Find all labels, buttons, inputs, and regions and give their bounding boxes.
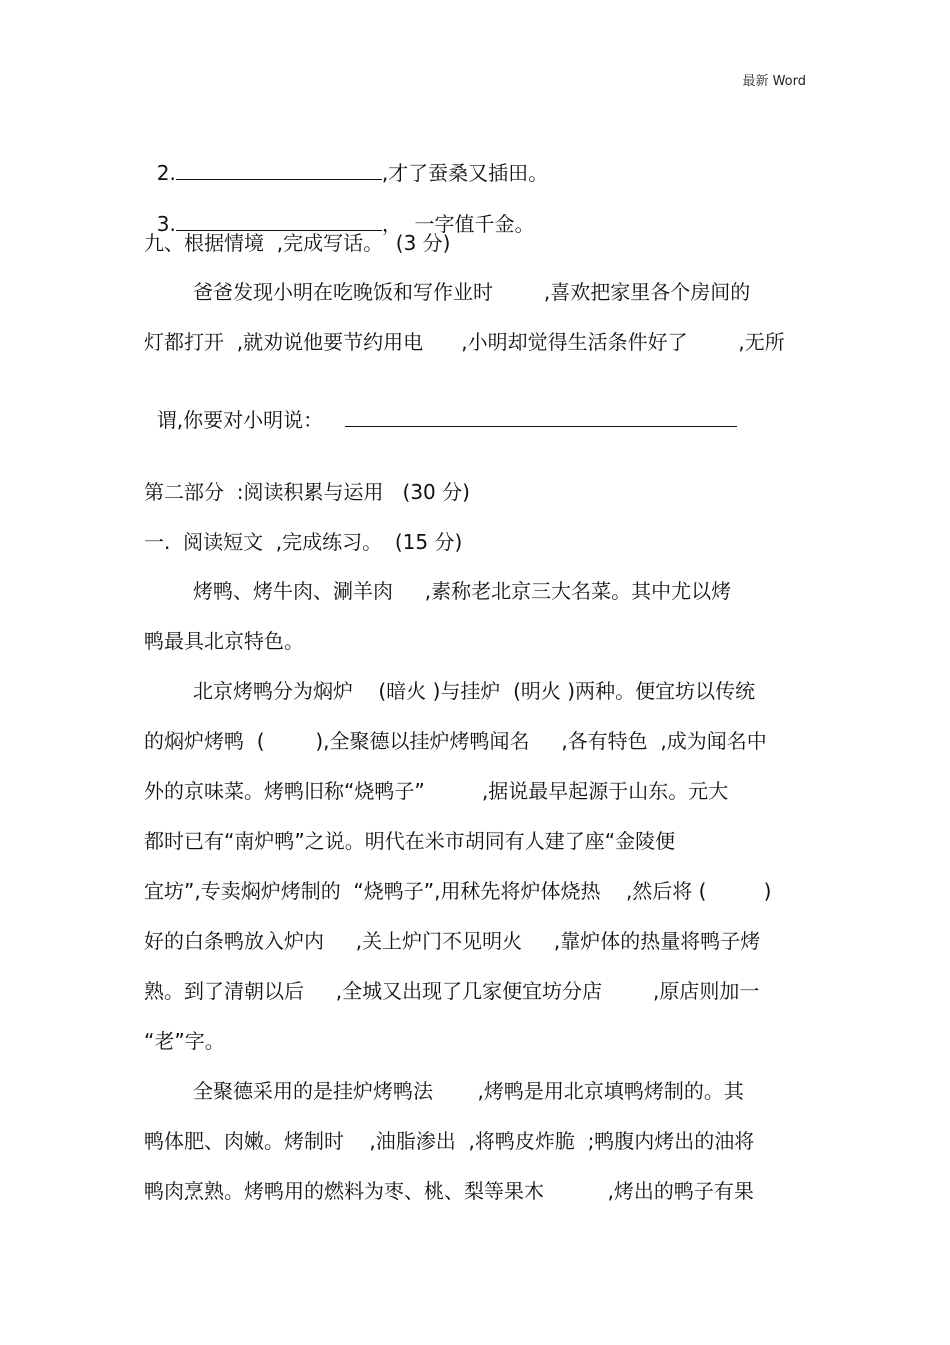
section-9-para-line: 爸爸发现小明在吃晚饭和写作业时 ,喜欢把家里各个房间的 bbox=[193, 280, 751, 304]
passage-line: “老”字。 bbox=[144, 1029, 225, 1053]
fill-line-number: 2. bbox=[156, 161, 176, 185]
header-label: 最新 Word bbox=[742, 74, 806, 89]
passage-line: 北京烤鸭分为焖炉 (暗火 )与挂炉 (明火 )两种。便宜坊以传统 bbox=[193, 679, 756, 703]
section-9-title: 九、根据情境 ,完成写话。 (3 分) bbox=[144, 231, 451, 255]
answer-blank[interactable] bbox=[176, 210, 382, 231]
prompt-text: 谓,你要对小明说： bbox=[156, 408, 324, 432]
part-2-title: 第二部分 :阅读积累与运用 (30 分) bbox=[144, 480, 470, 504]
passage-line: 好的白条鸭放入炉内 ,关上炉门不见明火 ,靠炉体的热量将鸭子烤 bbox=[144, 929, 761, 953]
passage-line: 都时已有“南炉鸭”之说。明代在米市胡同有人建了座“金陵便 bbox=[144, 829, 676, 853]
question-1-title: 一. 阅读短文 ,完成练习。 (15 分) bbox=[144, 530, 463, 554]
answer-blank[interactable] bbox=[345, 406, 737, 427]
passage-line: 全聚德采用的是挂炉烤鸭法 ,烤鸭是用北京填鸭烤制的。其 bbox=[193, 1079, 744, 1103]
passage-line: 宜坊”,专卖焖炉烤制的 “烧鸭子”,用秫先将炉体烧热 ,然后将 ( ) bbox=[144, 879, 772, 903]
section-9-para-line bbox=[144, 378, 737, 434]
passage-line: 外的京味菜。烤鸭旧称“烧鸭子” ,据说最早起源于山东。元大 bbox=[144, 779, 729, 803]
fill-line-number: 3. bbox=[156, 212, 176, 236]
passage-line: 鸭最具北京特色。 bbox=[144, 629, 304, 653]
answer-blank[interactable] bbox=[176, 159, 382, 180]
passage-line: 鸭体肥、肉嫩。烤制时 ,油脂渗出 ,将鸭皮炸脆 ;鸭腹内烤出的油将 bbox=[144, 1129, 755, 1153]
passage-line: 鸭肉烹熟。烤鸭用的燃料为枣、桃、梨等果木 ,烤出的鸭子有果 bbox=[144, 1179, 754, 1203]
section-9-para-line: 灯都打开 ,就劝说他要节约用电 ,小明却觉得生活条件好了 ,无所 bbox=[144, 330, 785, 354]
fill-line-2 bbox=[144, 131, 548, 187]
fill-line-suffix: ， 一字值千金。 bbox=[381, 212, 535, 236]
fill-line-suffix: ,才了蚕桑又插田。 bbox=[381, 161, 549, 185]
passage-line: 熟。到了清朝以后 ,全城又出现了几家便宜坊分店 ,原店则加一 bbox=[144, 979, 760, 1003]
passage-line: 烤鸭、烤牛肉、涮羊肉 ,素称老北京三大名菜。其中尤以烤 bbox=[193, 579, 732, 603]
passage-line: 的焖炉烤鸭 ( ),全聚德以挂炉烤鸭闻名 ,各有特色 ,成为闻名中 bbox=[144, 729, 767, 753]
